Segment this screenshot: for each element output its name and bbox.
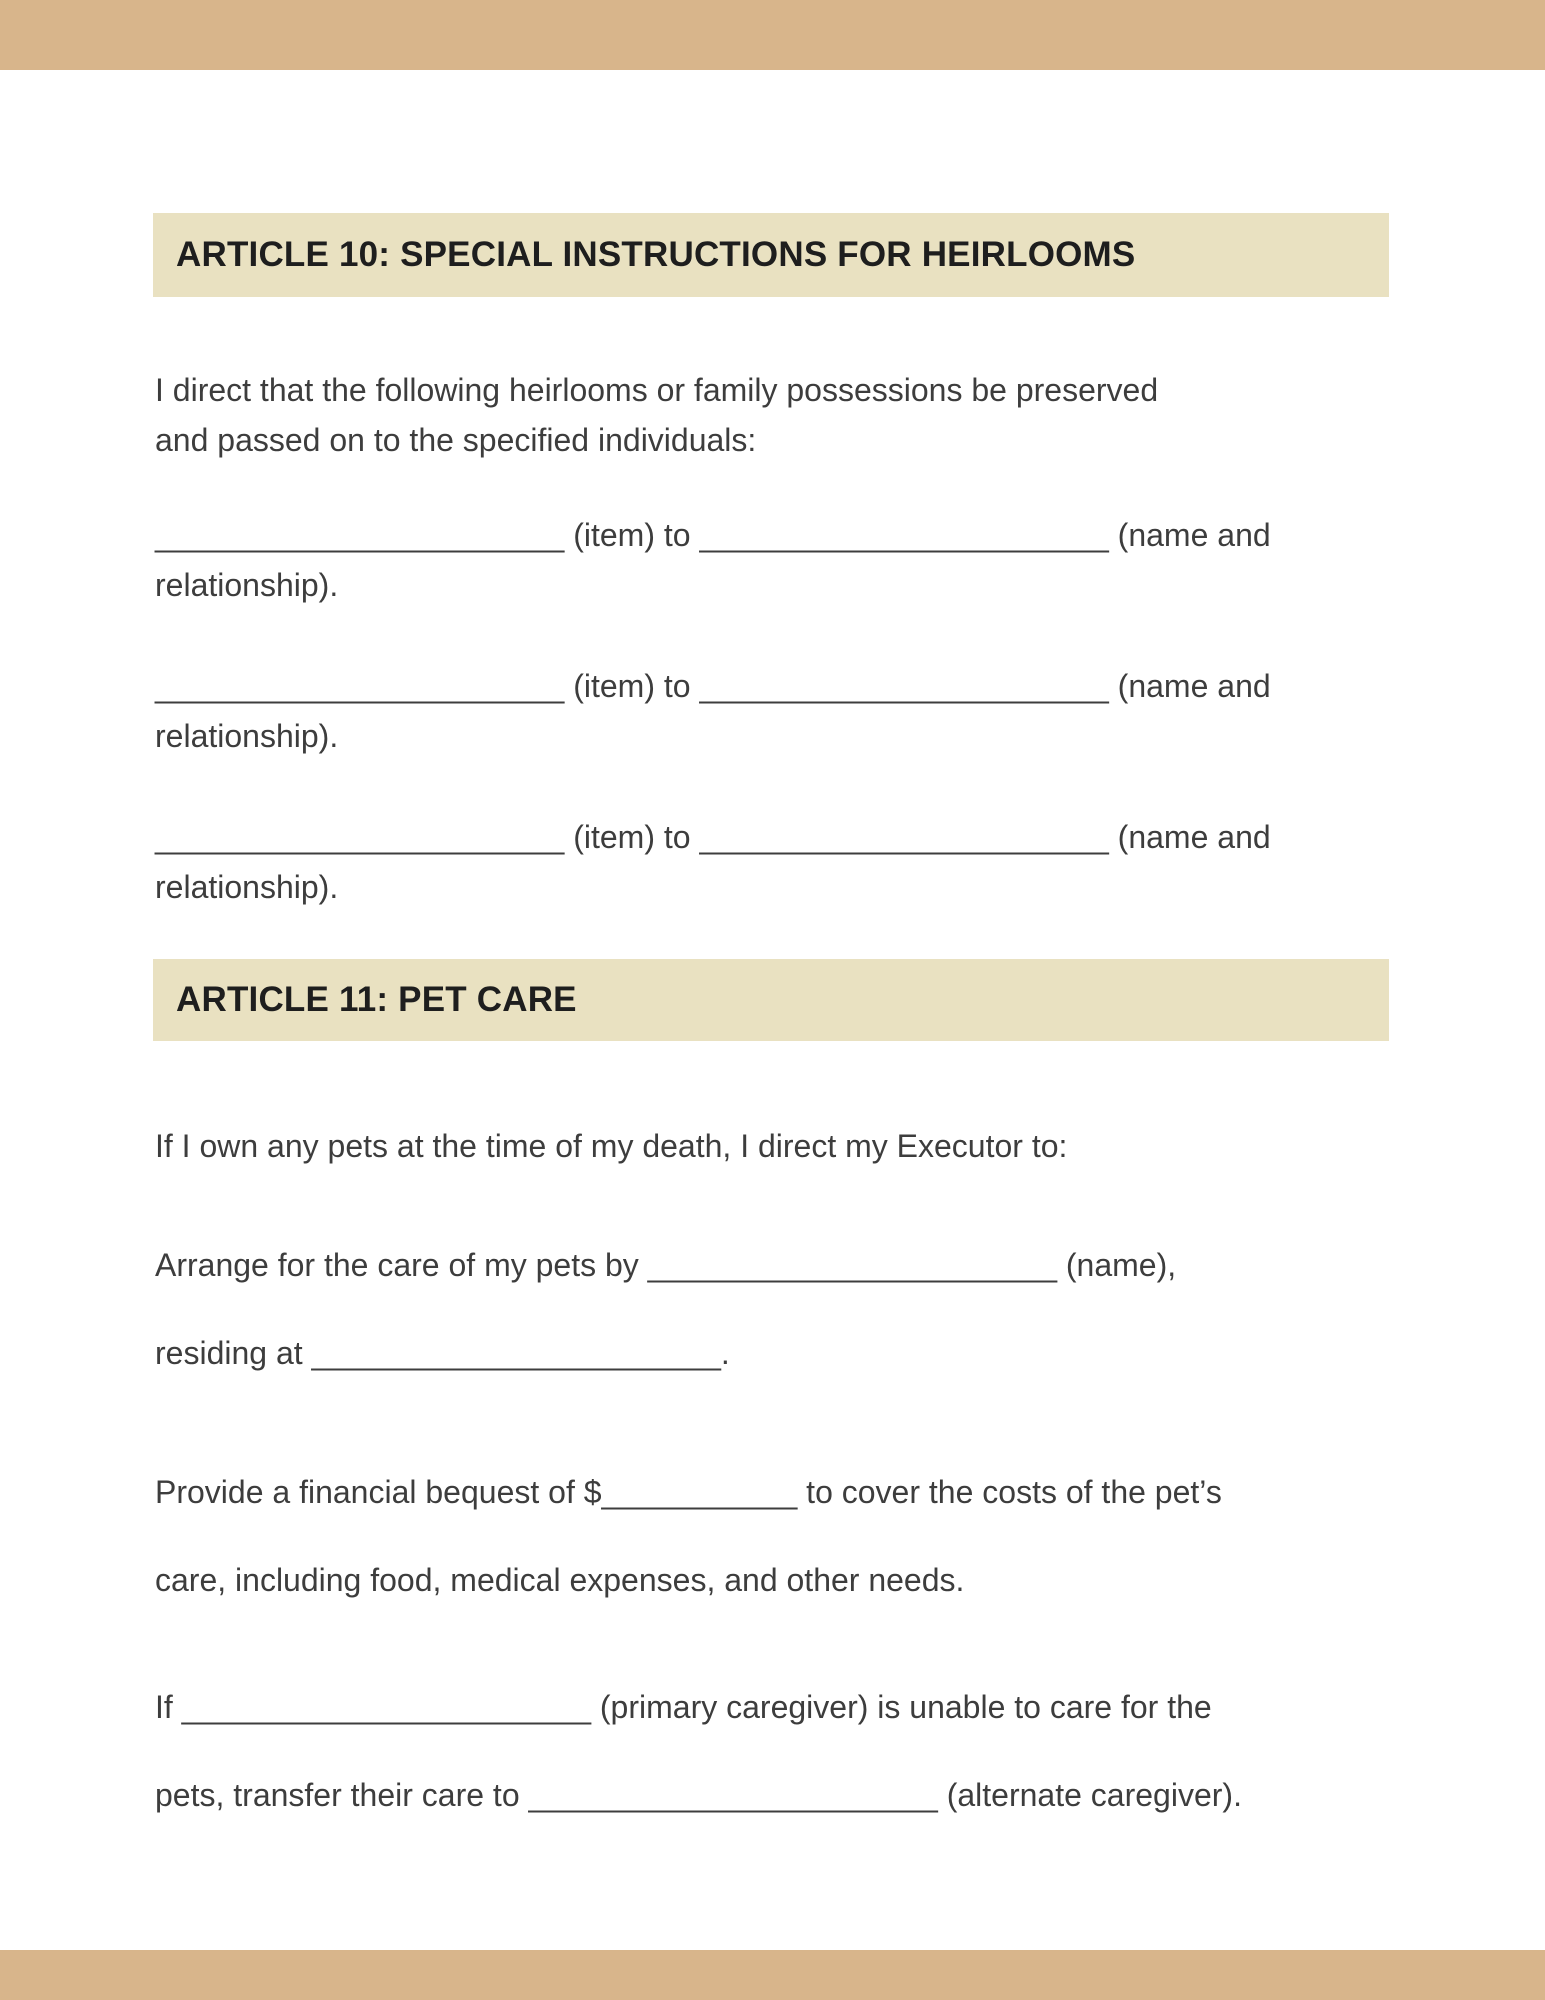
alternate-caregiver-line: If _______________________ (primary caregiver) is unable to care for the [155, 1689, 1212, 1725]
heirloom-item-entry-3 [155, 812, 1391, 912]
article-10-heading: ARTICLE 10: SPECIAL INSTRUCTIONS FOR HEIRLOOMS [176, 235, 1136, 274]
heirloom-blank-line: relationship). [155, 567, 339, 603]
heirloom-blank-line: _______________________ (item) to _______________________ (name and [155, 819, 1271, 855]
article-10-heading-banner [153, 213, 1389, 297]
pet-care-arrangement-paragraph [155, 1221, 1391, 1397]
pet-care-line: residing at _______________________. [155, 1335, 730, 1371]
article-11-heading: ARTICLE 11: PET CARE [176, 980, 577, 1019]
heirloom-blank-line: relationship). [155, 869, 339, 905]
document-content [153, 0, 1389, 2000]
article-11-intro-paragraph [155, 1121, 1391, 1171]
intro-line: I direct that the following heirlooms or family possessions be preserved [155, 372, 1159, 408]
alternate-caregiver-line: pets, transfer their care to _______________________ (alternate caregiver). [155, 1777, 1242, 1813]
alternate-caregiver-paragraph [155, 1663, 1391, 1839]
pet-care-line: Arrange for the care of my pets by _______________________ (name), [155, 1247, 1177, 1283]
heirloom-blank-line: _______________________ (item) to _______________________ (name and [155, 668, 1271, 704]
bottom-accent-bar [0, 1950, 1545, 2000]
article-11-heading-banner [153, 959, 1389, 1041]
pet-bequest-line: care, including food, medical expenses, and other needs. [155, 1562, 965, 1598]
heirloom-blank-line: _______________________ (item) to _______________________ (name and [155, 517, 1271, 553]
pet-bequest-paragraph [155, 1448, 1391, 1624]
intro-line: and passed on to the specified individuals: [155, 422, 757, 458]
pet-bequest-line: Provide a financial bequest of $___________ to cover the costs of the pet’s [155, 1474, 1222, 1510]
heirloom-item-entry-1 [155, 510, 1391, 610]
heirloom-blank-line: relationship). [155, 718, 339, 754]
intro-line: If I own any pets at the time of my death, I direct my Executor to: [155, 1128, 1068, 1164]
heirloom-item-entry-2 [155, 661, 1391, 761]
article-10-intro-paragraph [155, 365, 1391, 465]
